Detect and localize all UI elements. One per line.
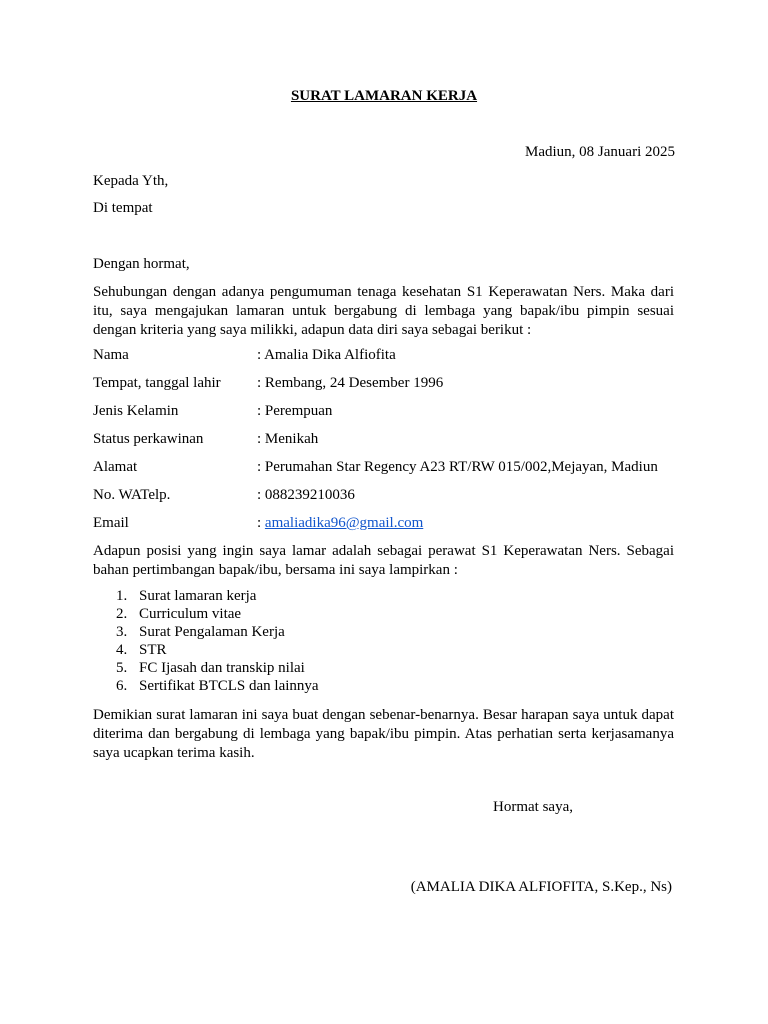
list-text: Surat Pengalaman Kerja — [139, 624, 285, 640]
data-label: Alamat — [93, 459, 138, 475]
data-value: : Menikah — [257, 431, 319, 447]
position-paragraph: Adapun posisi yang ingin saya lamar adalah sebagai perawat S1 Keperawatan Ners. Sebagai bahan pertimbangan bapak/ibu, bersama ini saya lampirkan : — [93, 543, 674, 578]
list-item — [93, 587, 319, 605]
data-label: Tempat, tanggal lahir — [93, 375, 221, 391]
list-number: 6. — [116, 678, 128, 694]
list-number: 1. — [116, 588, 128, 604]
letter-title: SURAT LAMARAN KERJA — [290, 88, 478, 104]
list-text: Curriculum vitae — [139, 606, 242, 622]
data-label: Status perkawinan — [93, 431, 204, 447]
data-row-name — [93, 346, 693, 364]
letter-date: Madiun, 08 Januari 2025 — [525, 144, 675, 160]
recipient-line-1: Kepada Yth, — [93, 173, 169, 189]
list-text: Sertifikat BTCLS dan lainnya — [139, 678, 319, 694]
data-label: Jenis Kelamin — [93, 403, 179, 419]
signature-name: (AMALIA DIKA ALFIOFITA, S.Kep., Ns) — [410, 879, 672, 895]
list-item — [93, 677, 319, 695]
attachment-list — [93, 587, 319, 695]
list-item — [93, 659, 319, 677]
data-row-phone — [93, 486, 693, 504]
list-text: STR — [139, 642, 167, 658]
list-number: 4. — [116, 642, 128, 658]
list-item — [93, 641, 319, 659]
data-value — [257, 514, 423, 532]
data-row-marital — [93, 430, 693, 448]
data-row-birth — [93, 374, 693, 392]
data-label: Email — [93, 515, 129, 531]
data-label: Nama — [93, 347, 129, 363]
list-number: 3. — [116, 624, 128, 640]
data-value: : Perempuan — [257, 403, 333, 419]
email-prefix: : — [257, 515, 265, 531]
data-row-gender — [93, 402, 693, 420]
closing-salutation: Hormat saya, — [493, 799, 573, 815]
email-link[interactable]: amaliadika96@gmail.com — [264, 515, 424, 531]
recipient-line-2: Di tempat — [93, 200, 153, 216]
data-row-address — [93, 458, 693, 476]
list-number: 2. — [116, 606, 128, 622]
list-text: FC Ijasah dan transkip nilai — [139, 660, 305, 676]
list-text: Surat lamaran kerja — [139, 588, 257, 604]
data-value: : Amalia Dika Alfiofita — [257, 347, 396, 363]
list-number: 5. — [116, 660, 128, 676]
list-item — [93, 623, 319, 641]
data-row-email — [93, 514, 693, 532]
intro-paragraph: Sehubungan dengan adanya pengumuman tenaga kesehatan S1 Keperawatan Ners. Maka dari itu, saya mengajukan lamaran untuk bergabung di lembaga yang bapak/ibu pimpin sesuai dengan kriteria yang saya milikki, adapun data diri saya sebagai berikut : — [93, 284, 674, 338]
greeting: Dengan hormat, — [93, 256, 190, 272]
data-value: : 088239210036 — [257, 487, 355, 503]
data-value: : Perumahan Star Regency A23 RT/RW 015/002,Mejayan, Madiun — [257, 459, 658, 475]
list-item — [93, 605, 319, 623]
data-label: No. WATelp. — [93, 487, 171, 503]
closing-paragraph: Demikian surat lamaran ini saya buat dengan sebenar-benarnya. Besar harapan saya untuk dapat diterima dan bergabung di lembaga yang bapak/ibu pimpin. Atas perhatian serta kerjasamanya saya ucapkan terima kasih. — [93, 707, 674, 761]
data-value: : Rembang, 24 Desember 1996 — [257, 375, 444, 391]
